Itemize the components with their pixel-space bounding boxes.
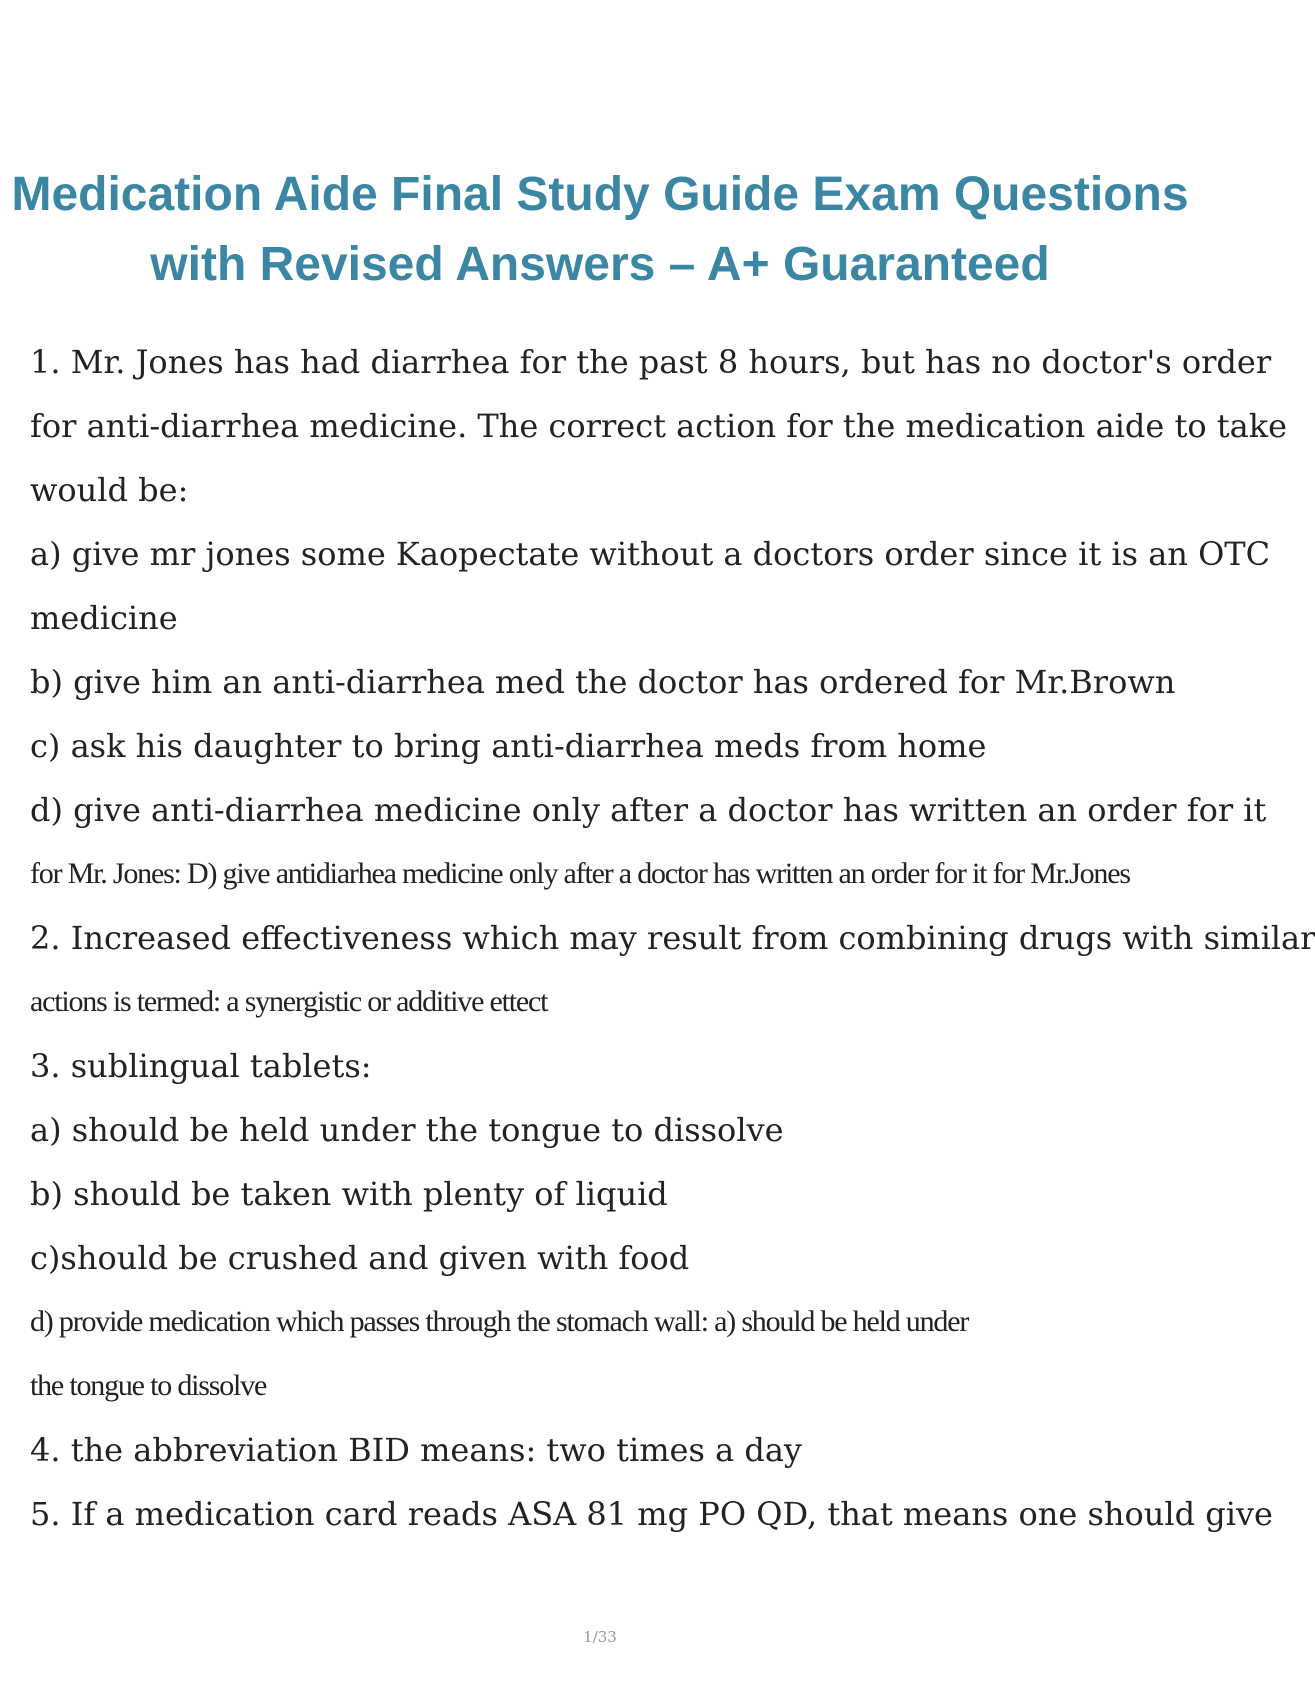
question-1-option-d: d) give anti-diarrhea medicine only after a doctor has written an order for it [30,791,1267,829]
question-3-option-b: b) should be taken with plenty of liquid [30,1175,668,1213]
question-1-stem-line-3: would be: [30,471,189,509]
question-3-stem: 3. sublingual tablets: [30,1047,372,1085]
question-1-option-c: c) ask his daughter to bring anti-diarrhea meds from home [30,727,987,765]
question-1-stem-line-2: for anti-diarrhea medicine. The correct action for the medication aide to take [30,407,1288,445]
question-1-option-a-line-2: medicine [30,599,178,637]
question-1-answer: for Mr. Jones: D) give antidiarhea medicine only after a doctor has written an order for it for Mr.Jones [30,857,1130,890]
question-3-answer-continued: the tongue to dissolve [30,1369,267,1402]
question-2-answer: actions is termed: a synergistic or additive ettect [30,985,548,1018]
question-1-option-b: b) give him an anti-diarrhea med the doctor has ordered for Mr.Brown [30,663,1176,701]
question-3-option-c: c)should be crushed and given with food [30,1239,690,1277]
question-3-option-d-and-answer: d) provide medication which passes through the stomach wall: a) should be held under [30,1305,969,1338]
question-4: 4. the abbreviation BID means: two times a day [30,1431,802,1469]
question-3-option-a: a) should be held under the tongue to dissolve [30,1111,784,1149]
question-1-stem-line-1: 1. Mr. Jones has had diarrhea for the past 8 hours, but has no doctor's order [30,343,1272,381]
page-number: 1/33 [583,1628,617,1646]
title-line-2: with Revised Answers – A+ Guaranteed [150,238,1050,292]
question-2-stem: 2. Increased effectiveness which may result from combining drugs with similar [30,919,1315,957]
document-title [0,160,1200,300]
document-body [30,330,1315,1546]
title-line-1: Medication Aide Final Study Guide Exam Questions [11,168,1189,222]
question-1-option-a-line-1: a) give mr jones some Kaopectate without a doctors order since it is an OTC [30,535,1271,573]
question-5-stem: 5. If a medication card reads ASA 81 mg PO QD, that means one should give [30,1495,1273,1533]
